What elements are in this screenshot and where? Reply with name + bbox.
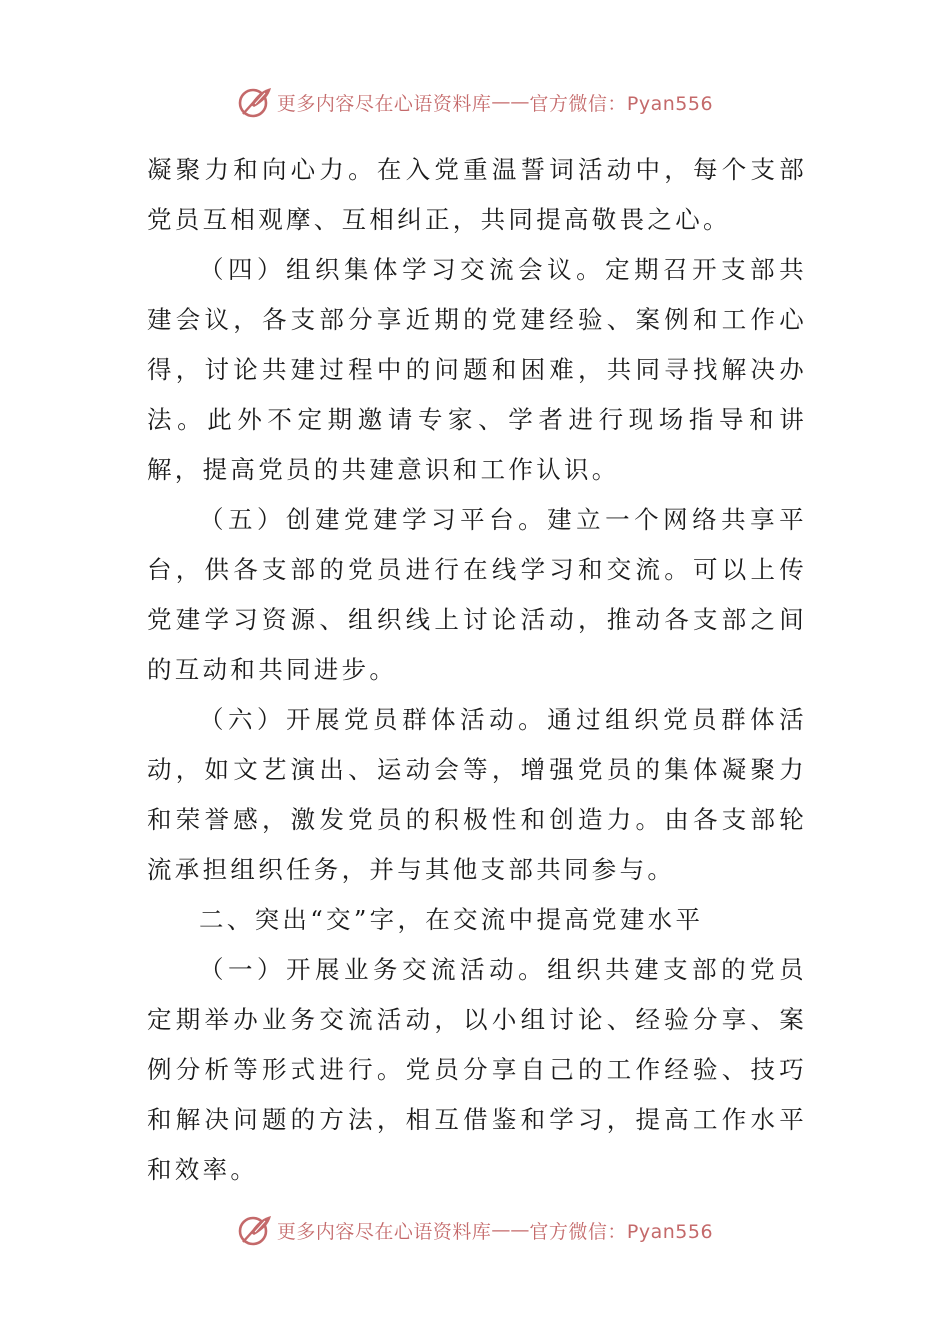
section-heading: 二、突出“交”字，在交流中提高党建水平 (199, 905, 704, 934)
paragraph-continuation: 凝聚力和向心力。在入党重温誓词活动中，每个支部党员互相观摩、互相纠正，共同提高敬畏之心。 (147, 155, 807, 234)
header-wechat-text: 官方微信：Pyan556 (529, 92, 714, 115)
header-dash: —— (491, 91, 530, 113)
footer-dash: —— (491, 1219, 530, 1241)
paragraph-item-4: （四）组织集体学习交流会议。定期召开支部共建会议，各支部分享近期的党建经验、案例和工作心得，讨论共建过程中的问题和困难，共同寻找解决办法。此外不定期邀请专家、学者进行现场指导和讲解，提高党员的共建意识和工作认识。 (147, 255, 807, 484)
document-body (147, 145, 807, 1195)
paragraph-item-5: （五）创建党建学习平台。建立一个网络共享平台，供各支部的党员进行在线学习和交流。可以上传党建学习资源、组织线上讨论活动，推动各支部之间的互动和共同进步。 (147, 505, 807, 684)
paragraph-item-6: （六）开展党员群体活动。通过组织党员群体活动，如文艺演出、运动会等，增强党员的集体凝聚力和荣誉感，激发党员的积极性和创造力。由各支部轮流承担组织任务，并与其他支部共同参与。 (147, 705, 807, 884)
footer-wechat-text: 官方微信：Pyan556 (529, 1220, 714, 1243)
header-brand-text: 更多内容尽在心语资料库 (276, 92, 492, 115)
paragraph-item-1: （一）开展业务交流活动。组织共建支部的党员定期举办业务交流活动，以小组讨论、经验分享、案例分析等形式进行。党员分享自己的工作经验、技巧和解决问题的方法，相互借鉴和学习，提高工作水平和效率。 (147, 955, 807, 1184)
quill-logo-icon (237, 84, 273, 120)
footer-brand-text: 更多内容尽在心语资料库 (276, 1220, 492, 1243)
quill-logo-icon (237, 1212, 273, 1248)
header-banner (0, 78, 950, 126)
footer-banner (0, 1206, 950, 1254)
